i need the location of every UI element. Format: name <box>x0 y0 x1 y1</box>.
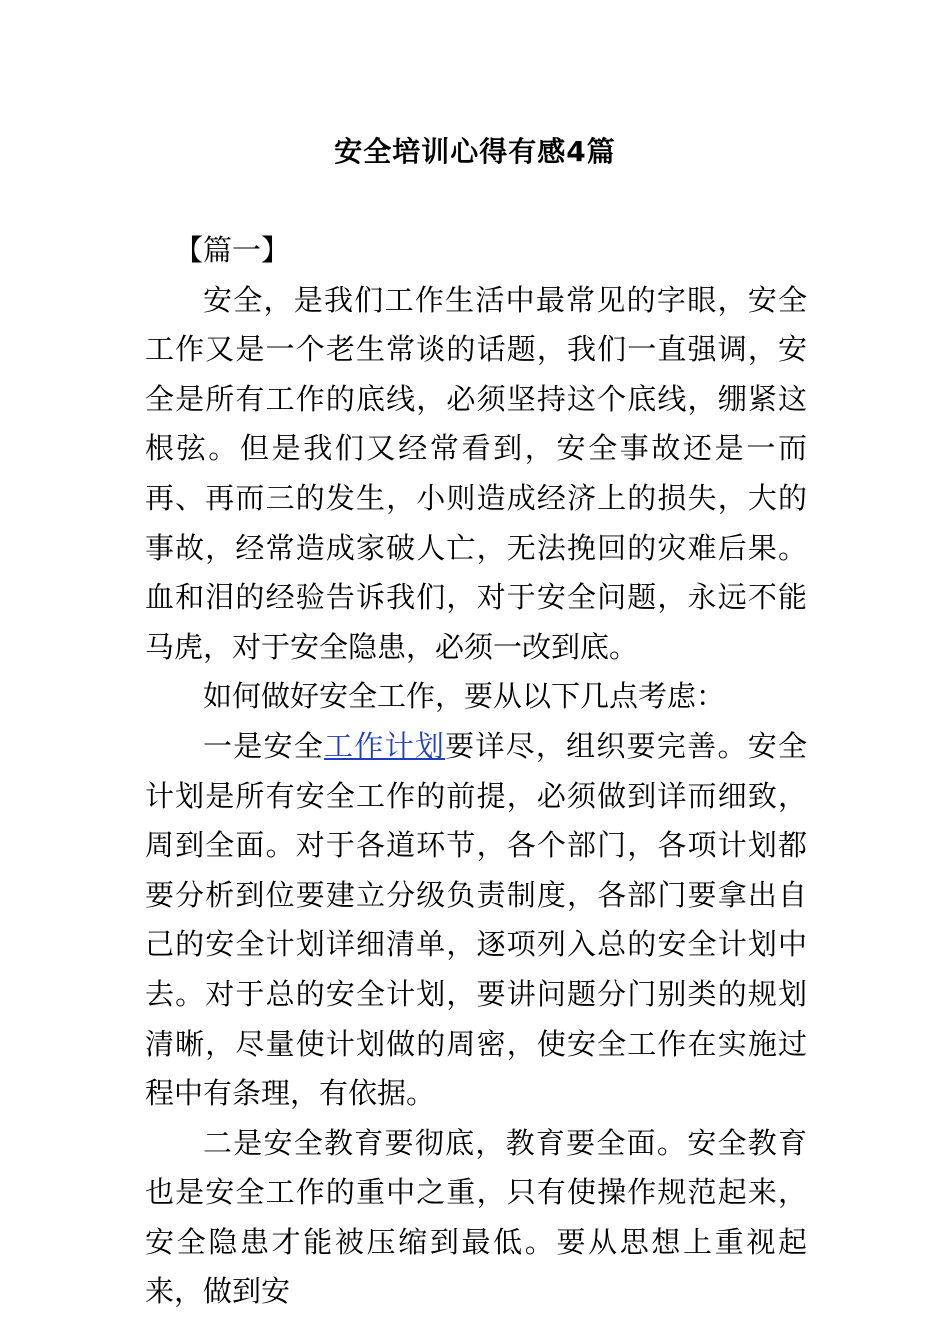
paragraph-3 <box>145 722 807 1119</box>
paragraph-3-suffix: 要详尽，组织要完善。安全计划是所有安全工作的前提，必须做到详而细致，周到全面。对于各道环节，各个部门，各项计划都要分析到位要建立分级负责制度，各部门要拿出自己的安全计划详细清单，逐项列入总的安全计划中去。对于总的安全计划，要讲问题分门别类的规划清晰，尽量使计划做的周密，使安全工作在实施过程中有条理，有依据。 <box>145 728 807 1111</box>
document-title: 安全培训心得有感4篇 <box>334 135 616 168</box>
paragraph-1: 安全，是我们工作生活中最常见的字眼，安全工作又是一个老生常谈的话题，我们一直强调，安全是所有工作的底线，必须坚持这个底线，绷紧这根弦。但是我们又经常看到，安全事故还是一而再、再而三的发生，小则造成经济上的损失，大的事故，经常造成家破人亡，无法挽回的灾难后果。血和泪的经验告诉我们，对于安全问题，永远不能马虎，对于安全隐患，必须一改到底。 <box>145 282 807 664</box>
work-plan-link[interactable]: 工作计划 <box>324 728 446 763</box>
paragraph-4: 二是安全教育要彻底，教育要全面。安全教育也是安全工作的重中之重，只有使操作规范起来，安全隐患才能被压缩到最低。要从思想上重视起来，做到安 <box>145 1125 807 1309</box>
paragraph-3-prefix: 一是安全 <box>203 728 325 763</box>
document-body <box>145 226 807 1317</box>
section-label: 【篇一】 <box>174 233 291 267</box>
paragraph-2: 如何做好安全工作，要从以下几点考虑： <box>203 679 726 714</box>
